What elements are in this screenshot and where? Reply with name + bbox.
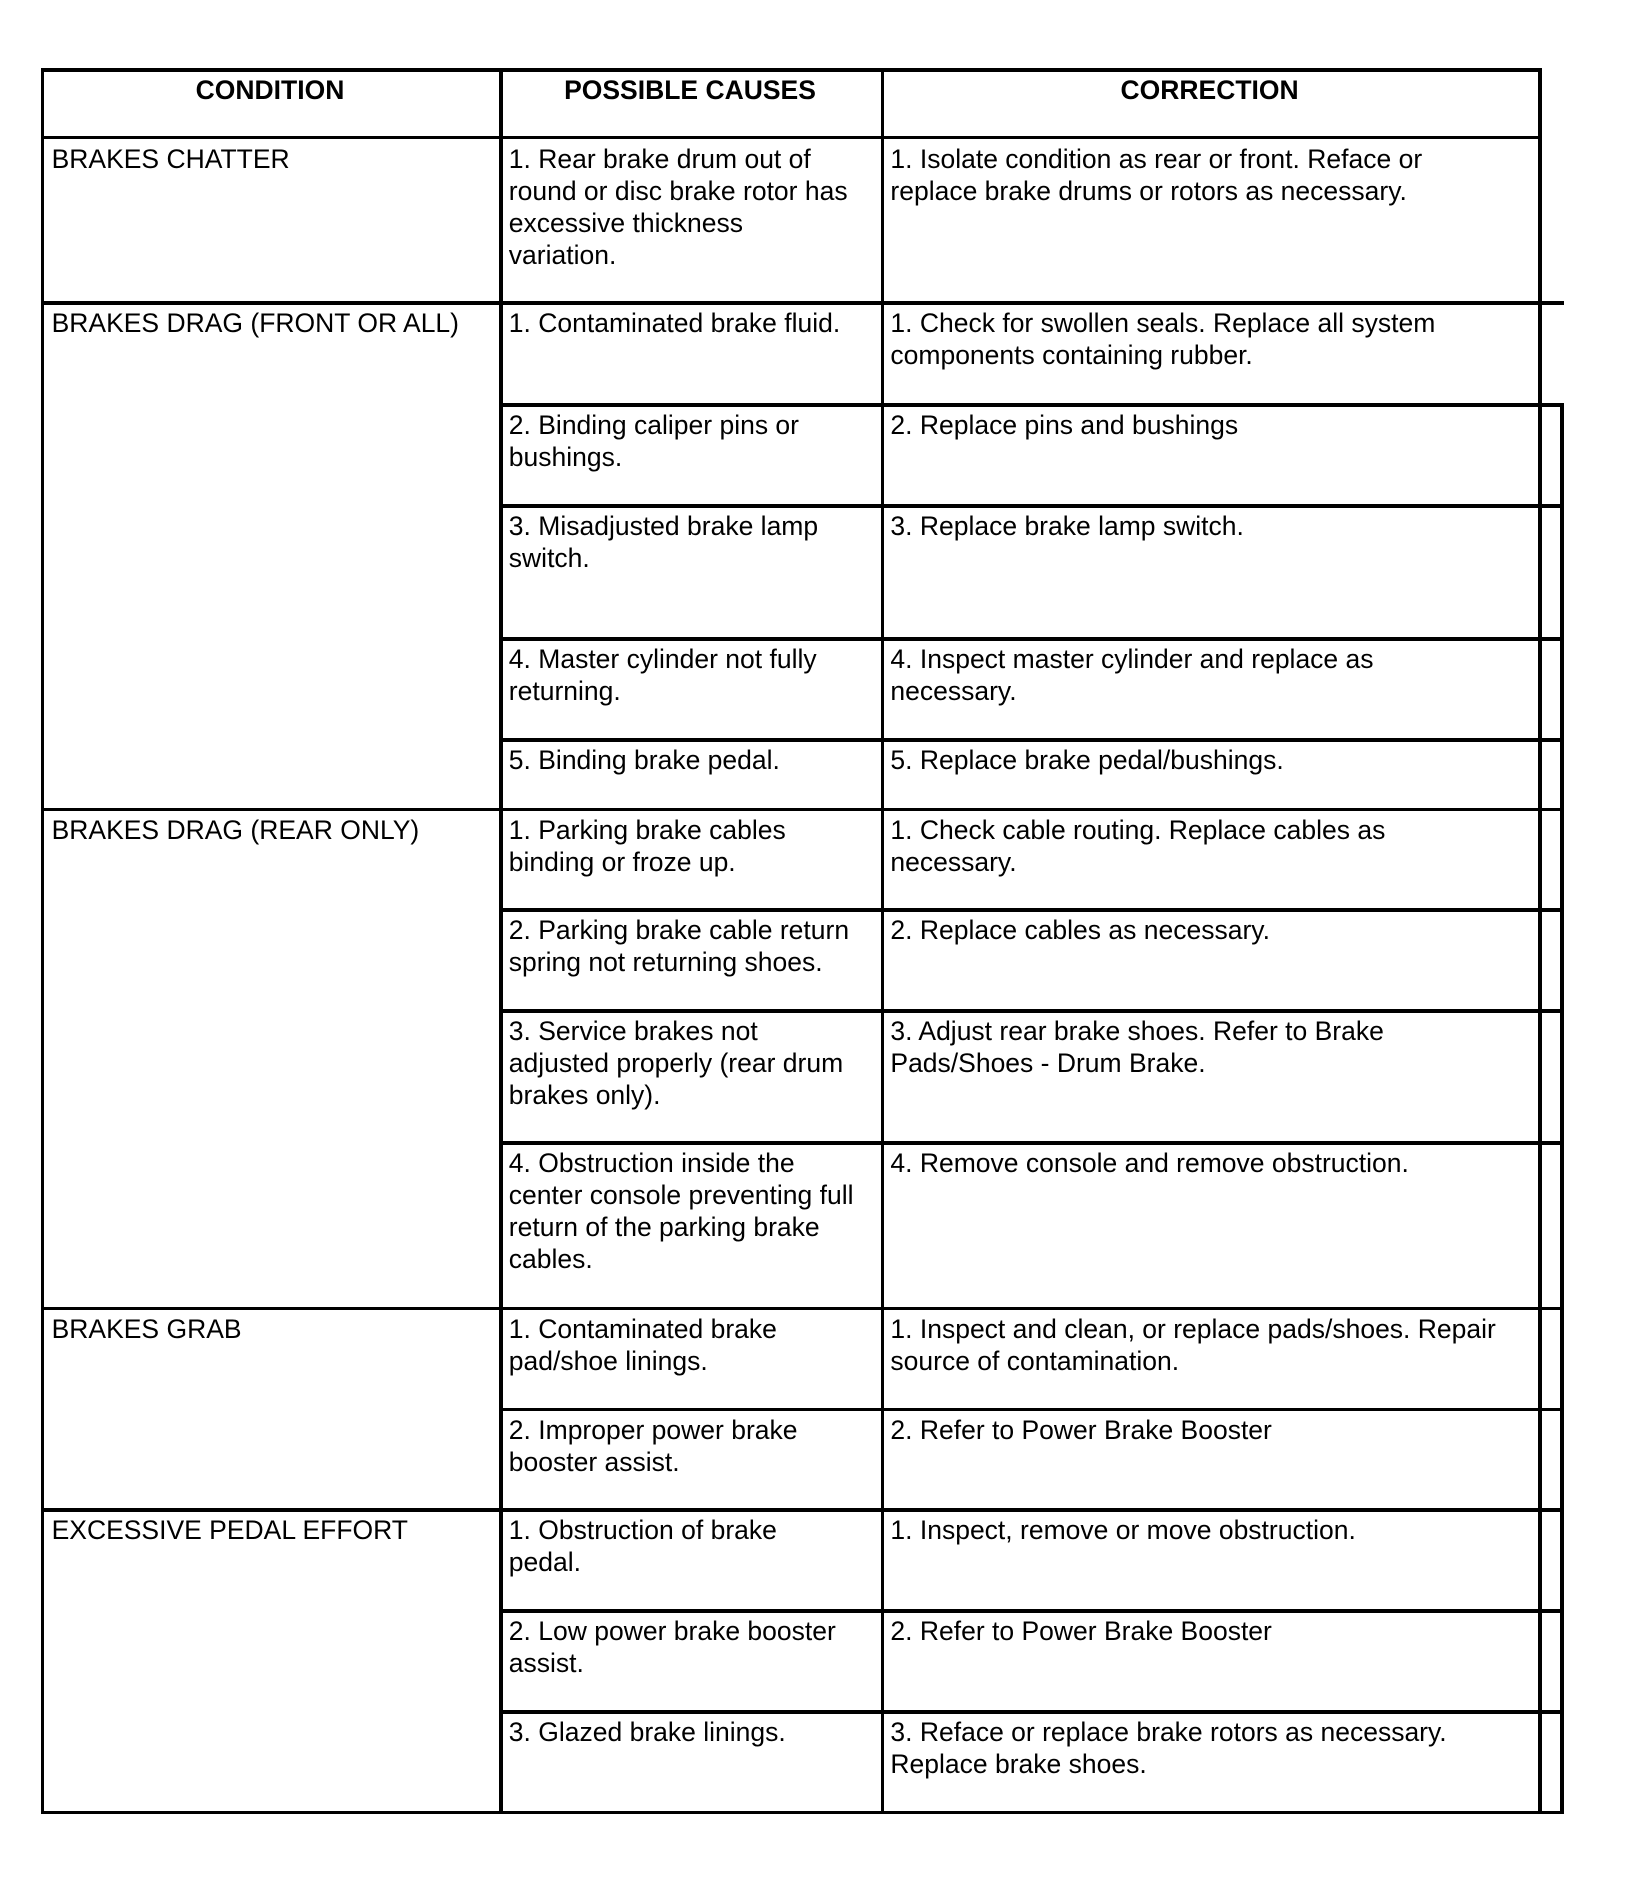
table-rule [41,68,45,1814]
correction-cell: 3. Adjust rear brake shoes. Refer to Brake Pads/Shoes - Drum Brake. [890,1016,1384,1079]
condition-cell: EXCESSIVE PEDAL EFFORT [51,1515,408,1546]
cause-cell: 2. Low power brake booster assist. [508,1616,836,1679]
cause-cell: 1. Obstruction of brake pedal. [508,1515,777,1578]
table-rule [499,637,1563,641]
cause-cell: 1. Contaminated brake pad/shoe linings. [508,1313,777,1376]
correction-cell: 3. Reface or replace brake rotors as necessary. Replace brake shoes. [890,1717,1447,1779]
condition-cell: BRAKES GRAB [51,1313,242,1344]
table-rule [499,504,1563,508]
correction-cell: 2. Refer to Power Brake Booster [890,1414,1272,1445]
cause-cell: 4. Master cylinder not fully returning. [508,644,817,707]
header-possible-causes: POSSIBLE CAUSES [564,75,816,106]
condition-cell: BRAKES CHATTER [51,143,290,174]
correction-cell: 1. Check for swollen seals. Replace all system components containing rubber. [890,308,1436,371]
correction-cell: 3. Replace brake lamp switch. [890,511,1244,541]
correction-cell: 5. Replace brake pedal/bushings. [890,745,1284,775]
correction-cell: 1. Check cable routing. Replace cables as necessary. [890,814,1386,877]
cause-cell: 4. Obstruction inside the center console preventing full return of the parking brake cables. [508,1148,854,1275]
correction-cell: 2. Refer to Power Brake Booster [890,1616,1272,1647]
cause-cell: 2. Improper power brake booster assist. [508,1414,798,1477]
table-rule [1538,403,1563,407]
condition-cell: BRAKES DRAG (FRONT OR ALL) [51,308,459,339]
table-rule [881,68,885,1814]
cause-cell: 2. Binding caliper pins or bushings. [508,410,799,473]
table-rule [499,1408,1563,1412]
header-condition: CONDITION [195,75,345,106]
header-correction: CORRECTION [1120,75,1299,106]
table-rule [499,403,1563,407]
cause-cell: 1. Contaminated brake fluid. [508,308,841,339]
table-rule [41,1508,1564,1512]
correction-cell: 2. Replace pins and bushings [890,410,1239,441]
cause-cell: 3. Service brakes not adjusted properly (rear drum brakes only). [508,1016,844,1111]
table-rule [41,68,1542,72]
cause-cell: 3. Glazed brake linings. [508,1717,786,1747]
table-rule [1538,68,1542,1814]
table-rule [41,1307,1564,1311]
table-rule [1560,403,1564,1814]
cause-cell: 5. Binding brake pedal. [508,745,780,775]
correction-cell: 1. Isolate condition as rear or front. Reface or replace brake drums or rotors as necessary. [890,143,1423,206]
table-rule [499,1141,1563,1145]
cause-cell: 2. Parking brake cable return spring not returning shoes. [508,915,850,978]
table-rule [499,68,503,1814]
table-rule [41,1811,1564,1815]
table-rule [499,1009,1563,1013]
table-rule [499,738,1563,742]
correction-cell: 1. Inspect and clean, or replace pads/shoes. Repair source of contamination. [890,1313,1496,1376]
table-rule [499,1609,1563,1613]
table-rule [499,908,1563,912]
table-rule [41,136,1542,140]
table-rule [499,1710,1563,1714]
correction-cell: 4. Inspect master cylinder and replace as necessary. [890,644,1374,707]
cause-cell: 1. Parking brake cables binding or froze up. [508,814,786,877]
cause-cell: 3. Misadjusted brake lamp switch. [508,511,819,573]
correction-cell: 1. Inspect, remove or move obstruction. [890,1515,1356,1546]
cause-cell: 1. Rear brake drum out of round or disc brake rotor has excessive thickness variation. [508,143,848,270]
table-rule [41,301,1564,305]
condition-cell: BRAKES DRAG (REAR ONLY) [51,814,420,845]
correction-cell: 4. Remove console and remove obstruction. [890,1148,1409,1179]
table-rule [41,808,1564,812]
correction-cell: 2. Replace cables as necessary. [890,915,1270,946]
